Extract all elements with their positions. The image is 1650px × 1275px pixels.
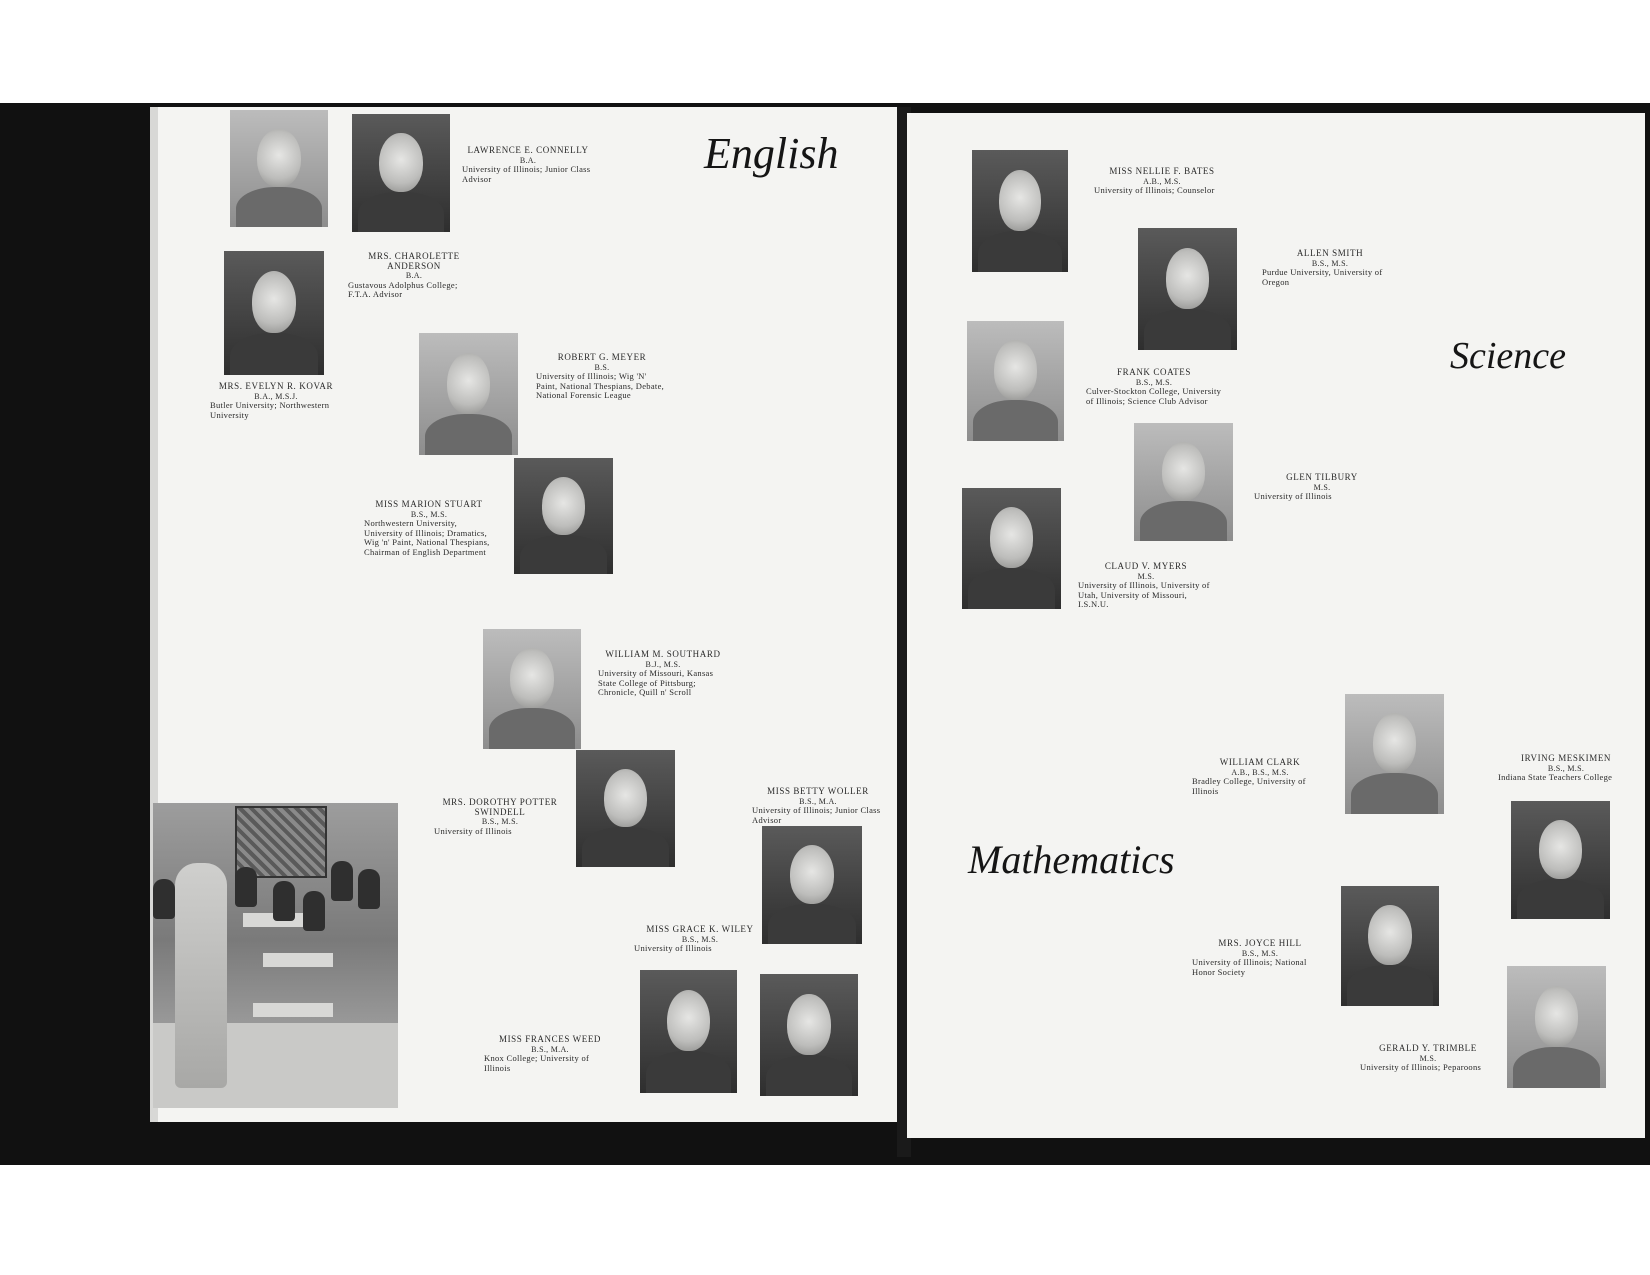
faculty-caption-tilbury	[1254, 473, 1390, 502]
faculty-details: Northwestern University, University of Illinois; Dramatics, Wig 'n' Paint, National Thespians, Chairman of English Department	[364, 518, 490, 557]
faculty-details: University of Illinois	[634, 943, 712, 953]
faculty-details: Culver-Stockton College, University of Illinois; Science Club Advisor	[1086, 386, 1222, 406]
faculty-name: MRS. JOYCE HILL	[1218, 938, 1302, 948]
faculty-name: MRS. CHAROLETTE ANDERSON	[368, 251, 460, 271]
faculty-degree: M.S.	[1313, 482, 1331, 492]
faculty-details: University of Illinois; Junior Class Advisor	[752, 805, 881, 825]
faculty-details: University of Illinois; Counselor	[1094, 185, 1215, 195]
portrait-photo-kovar	[224, 251, 324, 375]
portrait-photo-anderson	[230, 110, 328, 227]
faculty-caption-smith	[1262, 249, 1398, 287]
faculty-name: MISS NELLIE F. BATES	[1109, 166, 1215, 176]
faculty-caption-myers	[1078, 562, 1214, 610]
portrait-photo-hill	[1341, 886, 1439, 1006]
classroom-photo	[153, 803, 398, 1108]
faculty-degree: A.B., B.S., M.S.	[1231, 767, 1289, 777]
portrait-photo-stuart	[514, 458, 613, 574]
faculty-name: CLAUD V. MYERS	[1104, 561, 1188, 571]
faculty-name: MISS FRANCES WEED	[498, 1034, 602, 1044]
faculty-caption-clark	[1192, 758, 1328, 796]
faculty-degree: B.S., M.S.	[410, 509, 448, 519]
faculty-name: MISS MARION STUART	[375, 499, 483, 509]
faculty-degree: B.A.	[405, 271, 423, 280]
faculty-degree: B.S., M.S.	[1241, 948, 1279, 958]
faculty-caption-swindell	[434, 798, 566, 836]
faculty-degree: B.S., M.S.	[1311, 258, 1349, 268]
faculty-degree: B.S., M.A.	[799, 796, 837, 806]
faculty-degree: B.S.	[594, 362, 610, 372]
faculty-degree: M.S.	[1419, 1053, 1437, 1063]
faculty-caption-bates	[1094, 167, 1230, 196]
faculty-details: Butler University; Northwestern University	[210, 400, 330, 420]
portrait-photo-swindell	[576, 750, 675, 867]
faculty-degree: B.S., M.S.	[1547, 763, 1585, 773]
faculty-caption-meskimen	[1498, 754, 1634, 783]
faculty-details: Gustavous Adolphus College; F.T.A. Advisor	[348, 279, 458, 299]
faculty-name: MISS BETTY WOLLER	[767, 786, 869, 796]
portrait-photo-bates	[972, 150, 1068, 272]
faculty-details: University of Illinois, University of Utah, University of Missouri, I.S.N.U.	[1078, 580, 1210, 609]
faculty-degree: B.A.	[519, 155, 537, 165]
faculty-degree: B.A., M.S.J.	[254, 391, 298, 401]
mathematics-heading: Mathematics	[968, 837, 1175, 882]
portrait-photo-meyer	[419, 333, 518, 455]
faculty-details: University of Illinois	[434, 825, 512, 836]
faculty-name: ROBERT G. MEYER	[557, 352, 647, 362]
faculty-degree: B.S., M.A.	[531, 1044, 569, 1054]
faculty-degree: B.S., M.S.	[681, 934, 719, 944]
english-heading: English	[704, 129, 839, 178]
faculty-name: GERALD Y. TRIMBLE	[1379, 1043, 1477, 1053]
faculty-caption-woller	[752, 787, 884, 825]
portrait-photo-southard	[483, 629, 581, 749]
faculty-name: FRANK COATES	[1117, 367, 1191, 377]
portrait-photo-connelly	[352, 114, 450, 232]
portrait-photo-tilbury	[1134, 423, 1233, 541]
faculty-caption-coates	[1086, 368, 1222, 406]
faculty-name: MISS GRACE K. WILEY	[646, 924, 754, 934]
science-heading: Science	[1450, 335, 1567, 377]
faculty-name: ALLEN SMITH	[1296, 248, 1364, 258]
faculty-caption-connelly	[462, 146, 594, 184]
portrait-photo-trimble	[1507, 966, 1606, 1088]
portrait-photo-woller	[762, 826, 862, 944]
faculty-details: University of Illinois; National Honor Society	[1192, 957, 1307, 977]
faculty-details: Purdue University, University of Oregon	[1262, 267, 1383, 287]
portrait-photo-wiley	[640, 970, 737, 1093]
faculty-degree: A.B., M.S.	[1143, 176, 1181, 186]
faculty-name: MRS. EVELYN R. KOVAR	[218, 381, 334, 391]
faculty-name: LAWRENCE E. CONNELLY	[467, 145, 589, 155]
faculty-caption-weed	[484, 1035, 616, 1073]
faculty-caption-stuart	[364, 500, 494, 557]
faculty-details: University of Illinois; Wig 'N' Paint, National Thespians, Debate, National Forensic League	[536, 371, 665, 400]
faculty-details: Knox College; University of Illinois	[484, 1053, 590, 1073]
portrait-photo-myers	[962, 488, 1061, 609]
faculty-caption-anderson	[348, 252, 480, 300]
faculty-details: University of Illinois	[1254, 491, 1332, 501]
faculty-degree: B.S., M.S.	[481, 817, 519, 826]
faculty-degree: B.J., M.S.	[645, 659, 681, 669]
faculty-name: IRVING MESKIMEN	[1520, 753, 1612, 763]
portrait-photo-clark	[1345, 694, 1444, 814]
portrait-photo-coates	[967, 321, 1064, 441]
faculty-name: WILLIAM CLARK	[1219, 757, 1301, 767]
faculty-details: University of Illinois; Peparoons	[1360, 1062, 1482, 1072]
faculty-caption-meyer	[536, 353, 668, 401]
faculty-degree: B.S., M.S.	[1135, 377, 1173, 387]
faculty-details: Indiana State Teachers College	[1498, 772, 1613, 782]
faculty-details: Bradley College, University of Illinois	[1192, 776, 1306, 796]
faculty-name: GLEN TILBURY	[1286, 472, 1358, 482]
faculty-details: University of Illinois; Junior Class Advisor	[462, 164, 591, 184]
faculty-degree: M.S.	[1137, 571, 1155, 581]
faculty-name: WILLIAM M. SOUTHARD	[605, 649, 721, 659]
portrait-photo-meskimen	[1511, 801, 1610, 919]
faculty-name: MRS. DOROTHY POTTER SWINDELL	[442, 797, 558, 817]
faculty-caption-kovar	[210, 382, 342, 420]
faculty-caption-trimble	[1360, 1044, 1496, 1073]
portrait-photo-smith	[1138, 228, 1237, 350]
faculty-details: University of Missouri, Kansas State College of Pittsburg; Chronicle, Quill n' Scroll	[598, 668, 714, 697]
faculty-caption-southard	[598, 650, 728, 698]
portrait-photo-weed	[760, 974, 858, 1096]
faculty-caption-wiley	[634, 925, 766, 954]
faculty-caption-hill	[1192, 939, 1328, 977]
